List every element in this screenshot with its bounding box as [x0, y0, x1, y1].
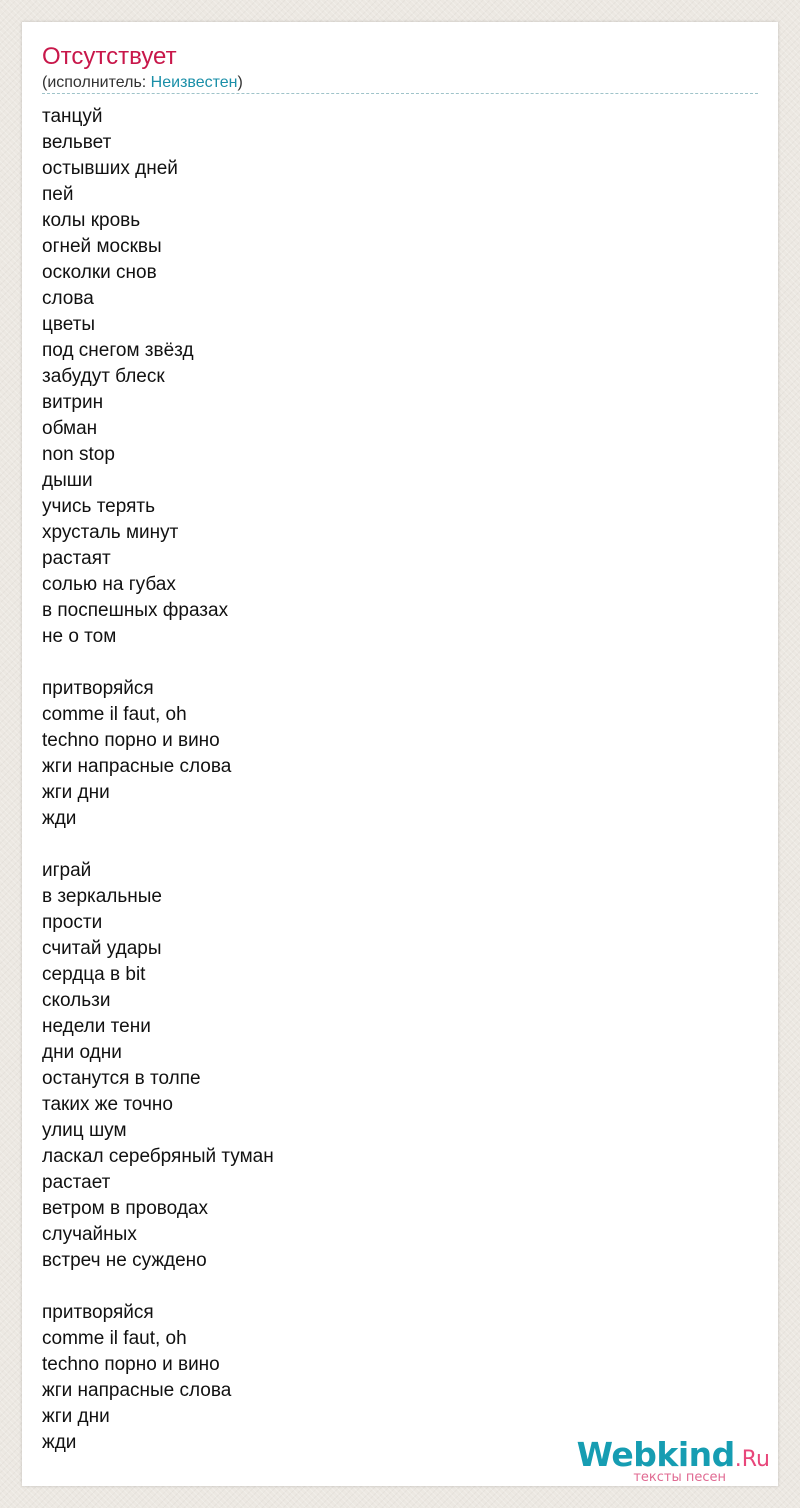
artist-suffix: )	[237, 74, 243, 91]
artist-prefix: (исполнитель:	[42, 74, 151, 91]
lyrics-card	[22, 22, 778, 1486]
lyric-line: обман	[42, 418, 98, 439]
lyric-line: танцуй	[42, 106, 103, 127]
lyric-line: пей	[42, 184, 74, 205]
lyric-line: в поспешных фразах	[42, 600, 229, 621]
lyric-line: забудут блеск	[42, 366, 165, 387]
lyric-line: случайных	[42, 1224, 137, 1245]
title-divider	[42, 93, 758, 94]
logo-tld: .Ru	[734, 1447, 770, 1472]
lyric-line: таких же точно	[42, 1094, 173, 1115]
lyric-line: хрусталь минут	[42, 522, 179, 543]
lyric-line: притворяйся	[42, 1302, 154, 1323]
lyric-line: остывших дней	[42, 158, 178, 179]
stanza-break	[42, 832, 742, 858]
lyric-line: учись терять	[42, 496, 155, 517]
lyric-line: techno порно и вино	[42, 730, 220, 751]
lyric-line: в зеркальные	[42, 886, 163, 907]
lyric-line: улиц шум	[42, 1120, 127, 1141]
lyric-line: колы кровь	[42, 210, 141, 231]
site-logo[interactable]	[576, 1435, 770, 1486]
lyric-line: жди	[42, 1432, 77, 1453]
lyric-line: растает	[42, 1172, 111, 1193]
lyric-line: солью на губах	[42, 574, 176, 595]
lyric-line: вельвет	[42, 132, 112, 153]
lyric-line: ласкал серебряный туман	[42, 1146, 274, 1167]
lyric-line: дни одни	[42, 1042, 122, 1063]
lyric-line: встреч не суждено	[42, 1250, 207, 1271]
lyric-line: ветром в проводах	[42, 1198, 208, 1219]
lyric-line: недели тени	[42, 1016, 151, 1037]
logo-name: Webkind	[576, 1435, 735, 1474]
lyric-line: растаят	[42, 548, 111, 569]
lyric-line: останутся в толпе	[42, 1068, 201, 1089]
artist-link[interactable]: Неизвестен	[150, 74, 238, 91]
lyric-line: techno порно и вино	[42, 1354, 220, 1375]
lyric-line: прости	[42, 912, 103, 933]
lyric-line: comme il faut, oh	[42, 704, 187, 725]
lyric-line: жги напрасные слова	[42, 756, 232, 777]
lyric-line: жги дни	[42, 782, 110, 803]
artist-line	[42, 73, 243, 93]
lyric-line: осколки снов	[42, 262, 157, 283]
stanza-break	[42, 1274, 742, 1300]
lyric-line: не о том	[42, 626, 117, 647]
lyric-line: цветы	[42, 314, 96, 335]
lyric-line: витрин	[42, 392, 104, 413]
lyric-line: притворяйся	[42, 678, 154, 699]
logo-tagline: тексты песен	[633, 1470, 726, 1485]
stanza-break	[42, 650, 742, 676]
lyric-line: скользи	[42, 990, 111, 1011]
lyric-line: non stop	[42, 444, 115, 465]
lyric-line: слова	[42, 288, 94, 309]
lyric-line: играй	[42, 860, 92, 881]
lyric-line: считай удары	[42, 938, 162, 959]
lyric-line: дыши	[42, 470, 93, 491]
lyric-line: жди	[42, 808, 77, 829]
song-title: Отсутствует	[42, 43, 177, 70]
lyric-line: сердца в bit	[42, 964, 146, 985]
lyric-line: жги дни	[42, 1406, 110, 1427]
lyric-line: под снегом звёзд	[42, 340, 194, 361]
lyric-line: жги напрасные слова	[42, 1380, 232, 1401]
lyrics-text	[42, 104, 742, 1456]
lyric-line: огней москвы	[42, 236, 162, 257]
lyric-line: comme il faut, oh	[42, 1328, 187, 1349]
